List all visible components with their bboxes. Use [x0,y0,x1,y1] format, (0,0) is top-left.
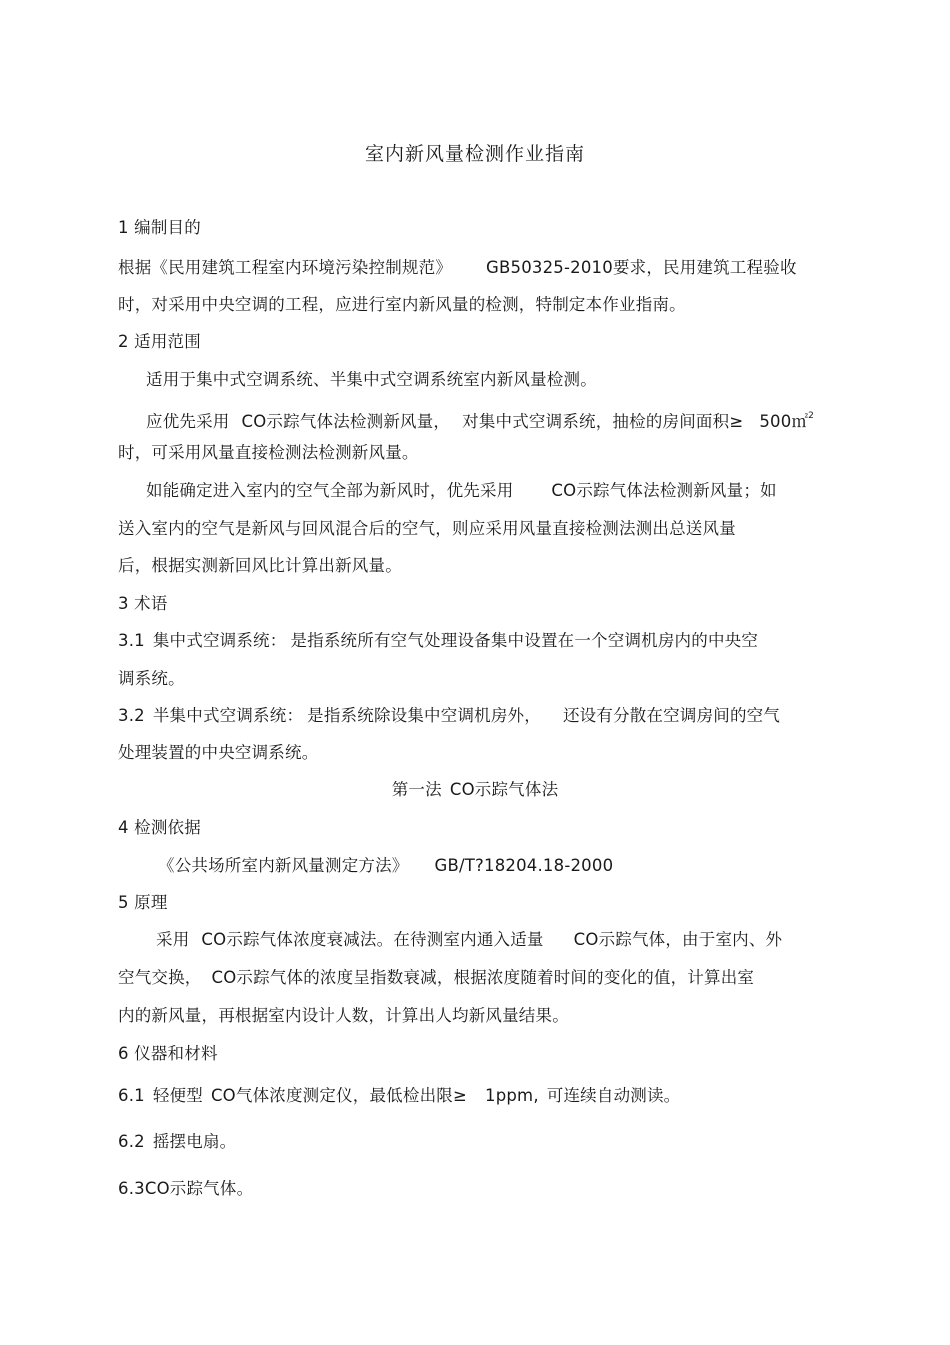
term-3-1-line-2: 调系统。 [118,669,185,688]
text-run: 空气交换， [118,968,202,987]
term-3-2-line-1 [118,705,780,727]
text-run: 示踪气体。 [169,1179,254,1198]
term-number: 3.1 [118,631,145,650]
text-run: 轻便型 [152,1086,203,1105]
text-run: GB50325-2010要求，民用建筑工程验收 [486,258,797,277]
item-number: 6.1 [118,1086,145,1105]
section-2-heading: 2 适用范围 [118,332,201,351]
section-4-line-1 [158,855,613,877]
item-number: 6.2 [118,1132,145,1151]
item-6-1 [118,1085,680,1107]
item-number: 6.3 [118,1179,145,1198]
superscript: 2 [808,411,815,421]
section-6-heading: 6 仪器和材料 [118,1044,218,1063]
section-1-heading: 1 编制目的 [118,218,201,237]
section-4-heading: 4 检测依据 [118,818,201,837]
text-run: 采用 [156,930,190,949]
co2-label: CO [210,1086,236,1105]
section-5-line-1 [156,929,782,951]
text-run: 摇摆电扇。 [152,1132,237,1151]
co2-label: CO [551,481,577,500]
item-6-3 [118,1178,253,1200]
section-2-line-5: 送入室内的空气是新风与回风混合后的空气，则应采用风量直接检测法测出总送风量 [118,519,736,538]
text-run: 示踪气体浓度衰减法。在待测室内通入适量 [226,930,544,949]
term-definition: 是指系统所有空气处理设备集中设置在一个空调机房内的中央空 [290,631,759,650]
section-2-line-1: 适用于集中式空调系统、半集中式空调系统室内新风量检测。 [146,370,597,389]
text-run: 示踪气体法 [474,780,559,799]
section-2-line-3: 时，可采用风量直接检测法检测新风量。 [118,443,419,462]
co2-label: CO [573,930,599,949]
text-run: 示踪气体的浓度呈指数衰减，根据浓度随着时间的变化的值，计算出室 [236,968,755,987]
section-5-heading: 5 原理 [118,893,168,912]
text-run: 如能确定进入室内的空气全部为新风时，优先采用 [146,481,514,500]
section-2-line-2 [146,405,814,433]
term-3-2-line-2: 处理装置的中央空调系统。 [118,743,319,762]
text-run: 应优先采用 [146,412,230,431]
term-definition: 是指系统除设集中空调机房外， [307,706,541,725]
term-3-1-line-1 [118,630,758,652]
item-6-2 [118,1131,236,1153]
standard-name: 《公共场所室内新风量测定方法》 [158,856,409,875]
section-5-line-3: 内的新风量，再根据室内设计人数，计算出人均新风量结果。 [118,1006,569,1025]
text-run: 根据《民用建筑工程室内环境污染控制规范》 [118,258,452,277]
area-value: 500㎡ [759,412,809,431]
section-1-paragraph-line-1 [118,257,797,279]
page-title: 室内新风量检测作业指南 [364,143,585,165]
standard-code: GB/T?18204.18-2000 [434,856,614,875]
section-3-heading: 3 术语 [118,594,168,613]
method-heading [0,779,950,801]
section-5-line-2 [118,967,754,989]
text-run: 示踪气体法检测新风量， [266,412,451,431]
co2-label: CO [241,412,267,431]
co2-label: CO [211,968,237,987]
co2-label: CO [144,1179,170,1198]
term-name: 集中式空调系统： [152,631,287,650]
co2-label: CO [201,930,227,949]
detection-limit: 1ppm, [485,1086,539,1105]
term-definition: 还设有分散在空调房间的空气 [562,706,781,725]
text-run: 第一法 [391,780,442,799]
section-2-line-6: 后，根据实测新回风比计算出新风量。 [118,556,402,575]
text-run: 示踪气体，由于室内、外 [598,930,783,949]
text-run: 气体浓度测定仪，最低检出限≥ [235,1086,468,1105]
section-2-line-4 [146,480,777,502]
co2-label: CO [449,780,475,799]
term-number: 3.2 [118,706,145,725]
text-run: 对集中式空调系统，抽检的房间面积≥ [462,412,744,431]
section-1-paragraph-line-2: 时，对采用中央空调的工程，应进行室内新风量的检测，特制定本作业指南。 [118,295,686,314]
text-run: 示踪气体法检测新风量；如 [576,481,777,500]
term-name: 半集中式空调系统： [152,706,304,725]
text-run: 可连续自动测读。 [546,1086,681,1105]
